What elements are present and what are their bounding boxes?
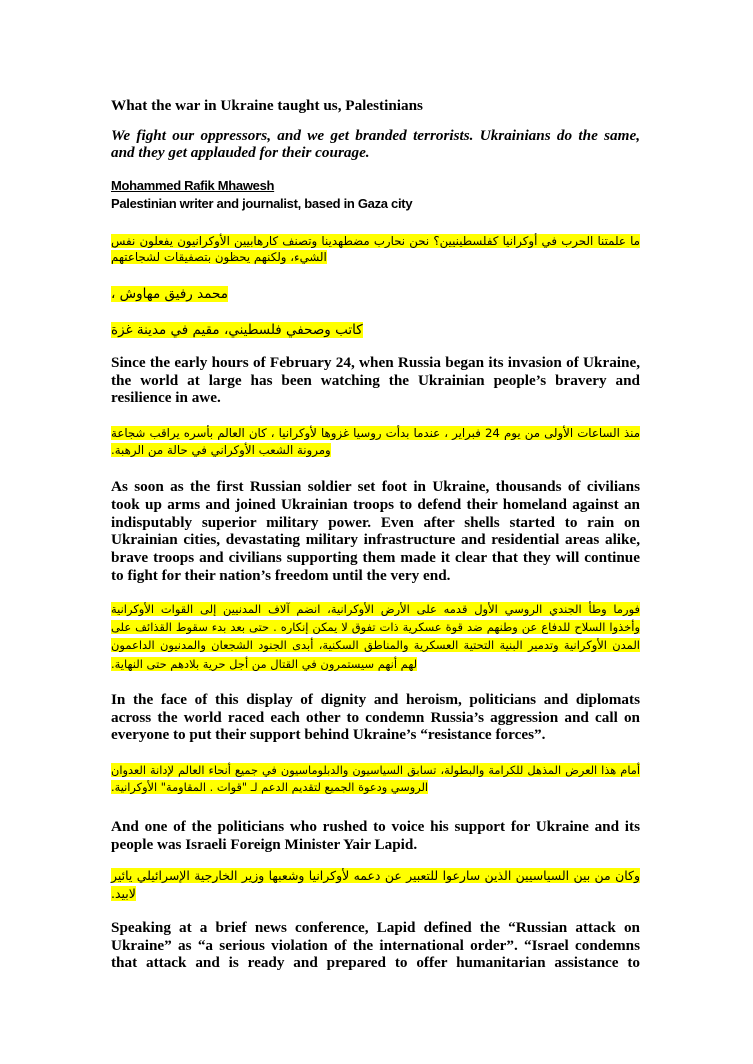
paragraph-line: to fight for their nation’s freedom until the very end.	[111, 566, 451, 584]
paragraph-line: لابيد.	[111, 885, 136, 901]
paragraph-line: the world at large has been watching the Ukrainian people’s bravery and	[111, 371, 640, 389]
arabic-author-role-block	[111, 322, 640, 338]
paragraph-line: ومرونة الشعب الأوكراني في حالة من الرهبة.	[111, 442, 331, 457]
paragraph-line: فورما وطأ الجندي الروسي الأول قدمه على الأرض الأوكرانية، انضم آلاف المدنيين إلى القوات الأوكرانية	[111, 602, 640, 616]
paragraph-line: وكان من بين السياسيين الذين سارعوا للتعبير عن دعمه لأوكرانيا وشعبها وزير الخارجية الإسرائيلي يائير	[111, 868, 640, 883]
paragraph-line: indisputably superior military power. Even after shells started to rain on	[111, 513, 640, 531]
paragraph-line: took up arms and joined Ukrainian troops to defend their homeland against an	[111, 495, 640, 513]
paragraph-line: As soon as the first Russian soldier set foot in Ukraine, thousands of civilians	[111, 478, 640, 495]
paragraph-line: across the world raced each other to condemn Russia’s aggression and call on	[111, 708, 640, 726]
paragraph-line: people was Israeli Foreign Minister Yair Lapid.	[111, 835, 418, 853]
paragraph-line: In the face of this display of dignity and heroism, politicians and diplomats	[111, 691, 640, 708]
paragraph-line: لهم أنهم سيستمرون في القتال من أجل حرية بلادهم حتى النهاية.	[111, 656, 418, 671]
arabic-author-name-block	[111, 286, 640, 302]
paragraph-line: الروسي ودعوة الجميع لتقديم الدعم لـ "قوات . المقاومة" الأوكرانية.	[111, 779, 429, 794]
paragraph-line: Since the early hours of February 24, when Russia began its invasion of Ukraine,	[111, 354, 640, 371]
subtitle-line: and they get applauded for their courage.	[111, 144, 370, 161]
paragraph-ar-3	[111, 762, 640, 795]
arabic-title-line: الشيء، ولكنهم يحظون بتصفيقات لشجاعتهم	[111, 249, 327, 264]
paragraph-ar-2	[111, 600, 640, 673]
paragraph-line: Speaking at a brief news conference, Lapid defined the “Russian attack on	[111, 919, 640, 936]
arabic-title	[111, 234, 640, 265]
paragraph-en-2	[111, 478, 640, 585]
author-block	[111, 177, 640, 213]
title-text: What the war in Ukraine taught us, Palestinians	[111, 97, 423, 114]
arabic-author-name: محمد رفيق مهاوش ،	[111, 286, 228, 302]
paragraph-en-3	[111, 691, 640, 744]
author-role: Palestinian writer and journalist, based in Gaza city	[111, 196, 413, 211]
paragraph-line: المدن الأوكرانية وتدمير البنية التحتية العسكرية والمناطق السكنية، أبدى الجنود الشجعان والمدنيون الداعمون	[111, 638, 640, 653]
paragraph-en-5	[111, 919, 640, 972]
paragraph-line: everyone to put their support behind Ukraine’s “resistance forces”.	[111, 726, 546, 744]
author-name: Mohammed Rafik Mhawesh	[111, 178, 275, 193]
paragraph-line: Ukrainian cities, devastating military infrastructure and residential areas alike,	[111, 531, 640, 549]
arabic-author-role: كاتب وصحفي فلسطيني، مقيم في مدينة غزة	[111, 322, 363, 338]
paragraph-line: وأخذوا السلاح للدفاع عن وطنهم ضد قوة عسكرية ذات تفوق لا يمكن إنكاره . حتى بعد بدء سقوط القذائف على	[111, 620, 640, 635]
paragraph-line: brave troops and civilians supporting them made it clear that they will continue	[111, 549, 640, 567]
subtitle-line: We fight our oppressors, and we get branded terrorists. Ukrainians do the same,	[111, 127, 640, 144]
arabic-title-line: ما علمتنا الحرب في أوكرانيا كفلسطينيين؟ نحن نحارب مضطهدينا وتصنف كارهابيين الأوكرانيون يفعلون نفس	[111, 234, 640, 248]
paragraph-line: that attack and is ready and prepared to offer humanitarian assistance to	[111, 954, 640, 972]
paragraph-en-1	[111, 354, 640, 407]
paragraph-line: منذ الساعات الأولى من يوم 24 فبراير ، عندما بدأت روسيا غزوها لأوكرانيا ، كان العالم بأسره يراقب شجاعة	[111, 426, 641, 440]
article-subtitle	[111, 127, 640, 161]
paragraph-ar-1	[111, 425, 640, 458]
paragraph-line: أمام هذا العرض المذهل للكرامة والبطولة، تسابق السياسيون والدبلوماسيون في جميع أنحاء العالم لإدانة العدوان	[111, 763, 640, 777]
paragraph-line: And one of the politicians who rushed to voice his support for Ukraine and its	[111, 818, 640, 835]
article-title	[111, 97, 640, 115]
paragraph-ar-4	[111, 867, 640, 902]
paragraph-line: Ukraine” as “a serious violation of the international order”. “Israel condemns	[111, 936, 640, 954]
paragraph-en-4	[111, 818, 640, 853]
paragraph-line: resilience in awe.	[111, 389, 221, 407]
